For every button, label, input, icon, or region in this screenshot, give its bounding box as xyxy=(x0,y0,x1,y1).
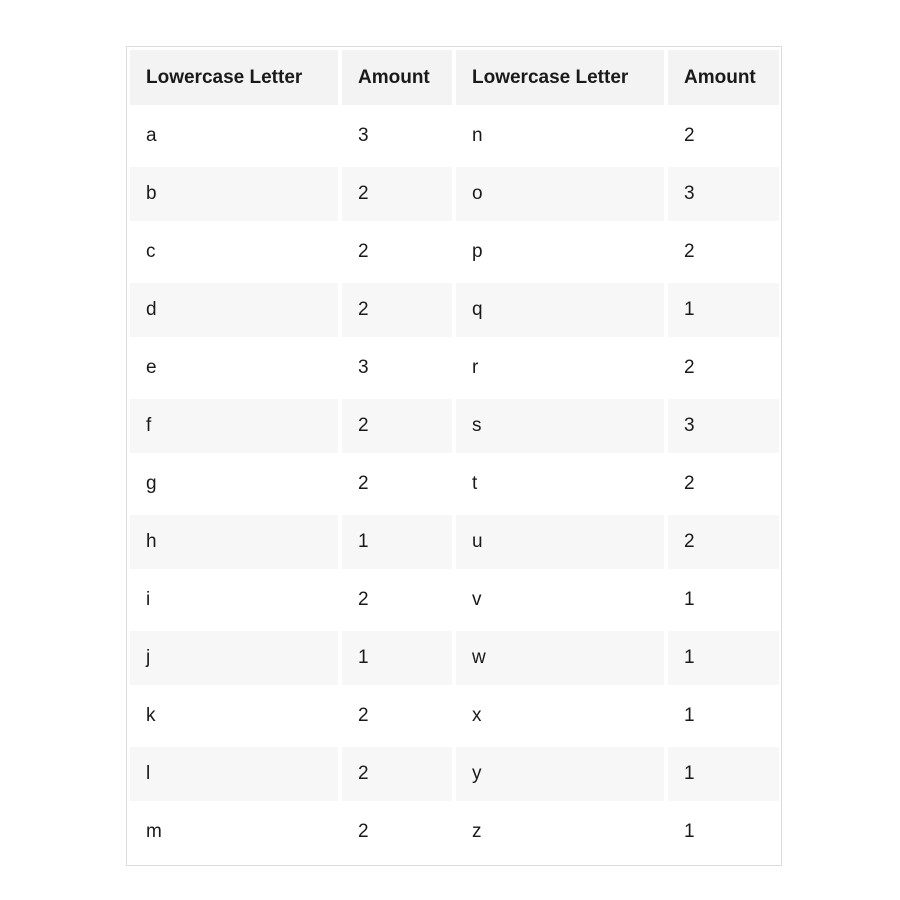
header-letter-2: Lowercase Letter xyxy=(456,50,664,105)
letter-cell: o xyxy=(456,167,664,221)
amount-cell: 3 xyxy=(668,167,779,221)
amount-cell: 3 xyxy=(668,399,779,453)
amount-cell: 2 xyxy=(668,457,779,511)
table-row xyxy=(130,283,779,337)
header-letter-1: Lowercase Letter xyxy=(130,50,338,105)
header-row xyxy=(130,50,779,105)
letter-cell: g xyxy=(130,457,338,511)
amount-cell: 3 xyxy=(342,109,452,163)
amount-cell: 2 xyxy=(342,283,452,337)
amount-cell: 1 xyxy=(668,573,779,627)
amount-cell: 1 xyxy=(668,805,779,859)
letter-cell: y xyxy=(456,747,664,801)
letter-cell: c xyxy=(130,225,338,279)
amount-cell: 3 xyxy=(342,341,452,395)
letter-cell: z xyxy=(456,805,664,859)
letter-cell: l xyxy=(130,747,338,801)
amount-cell: 2 xyxy=(668,225,779,279)
letter-count-table-container xyxy=(126,46,782,866)
amount-cell: 2 xyxy=(342,399,452,453)
header-amount-1: Amount xyxy=(342,50,452,105)
letter-cell: n xyxy=(456,109,664,163)
table-row xyxy=(130,457,779,511)
table-row xyxy=(130,225,779,279)
amount-cell: 2 xyxy=(342,747,452,801)
letter-cell: d xyxy=(130,283,338,337)
amount-cell: 1 xyxy=(668,747,779,801)
amount-cell: 2 xyxy=(668,341,779,395)
letter-cell: p xyxy=(456,225,664,279)
letter-cell: e xyxy=(130,341,338,395)
amount-cell: 2 xyxy=(342,167,452,221)
amount-cell: 2 xyxy=(342,573,452,627)
amount-cell: 1 xyxy=(668,283,779,337)
table-body xyxy=(130,109,779,859)
table-row xyxy=(130,689,779,743)
letter-cell: k xyxy=(130,689,338,743)
amount-cell: 2 xyxy=(342,805,452,859)
letter-cell: m xyxy=(130,805,338,859)
letter-cell: w xyxy=(456,631,664,685)
table-row xyxy=(130,805,779,859)
table-row xyxy=(130,399,779,453)
table-row xyxy=(130,747,779,801)
letter-cell: s xyxy=(456,399,664,453)
amount-cell: 2 xyxy=(668,109,779,163)
letter-cell: x xyxy=(456,689,664,743)
amount-cell: 1 xyxy=(342,631,452,685)
amount-cell: 2 xyxy=(342,689,452,743)
table-row xyxy=(130,341,779,395)
letter-cell: f xyxy=(130,399,338,453)
letter-cell: t xyxy=(456,457,664,511)
letter-cell: r xyxy=(456,341,664,395)
amount-cell: 1 xyxy=(342,515,452,569)
letter-cell: h xyxy=(130,515,338,569)
header-amount-2: Amount xyxy=(668,50,779,105)
letter-cell: j xyxy=(130,631,338,685)
letter-cell: v xyxy=(456,573,664,627)
table-row xyxy=(130,631,779,685)
letter-cell: b xyxy=(130,167,338,221)
letter-cell: u xyxy=(456,515,664,569)
amount-cell: 2 xyxy=(668,515,779,569)
table-row xyxy=(130,167,779,221)
letter-cell: a xyxy=(130,109,338,163)
amount-cell: 1 xyxy=(668,631,779,685)
table-row xyxy=(130,573,779,627)
table-row xyxy=(130,109,779,163)
letter-count-table xyxy=(126,46,783,863)
amount-cell: 2 xyxy=(342,457,452,511)
letter-cell: q xyxy=(456,283,664,337)
amount-cell: 1 xyxy=(668,689,779,743)
amount-cell: 2 xyxy=(342,225,452,279)
letter-cell: i xyxy=(130,573,338,627)
table-row xyxy=(130,515,779,569)
